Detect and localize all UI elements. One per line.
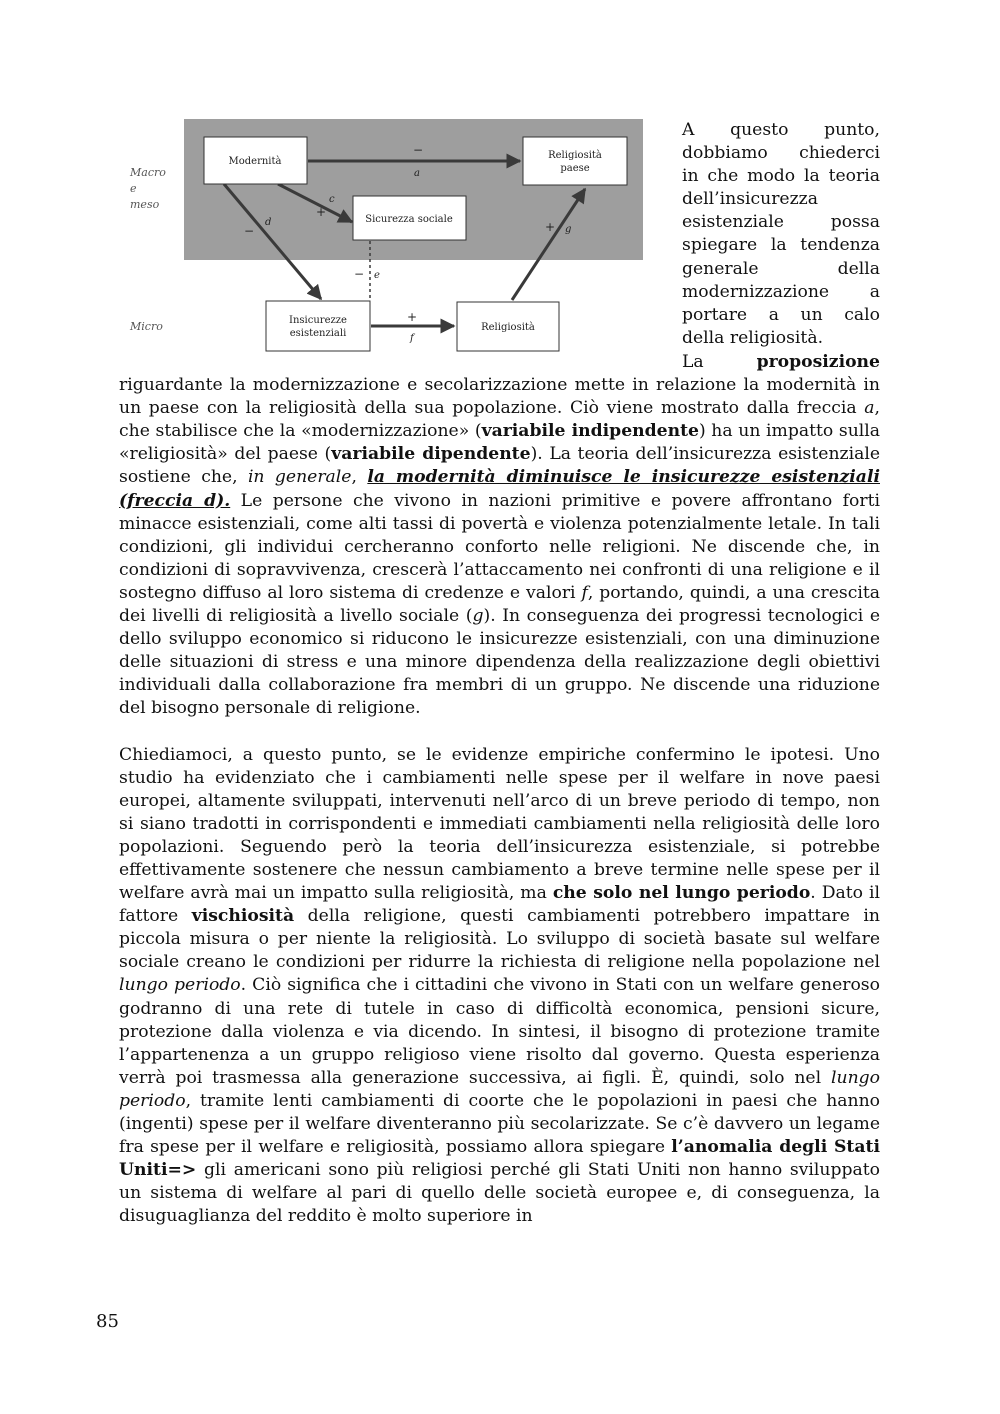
arrow-f-label: f: [410, 333, 414, 344]
box-insicurezze-line1: Insicurezze: [289, 315, 347, 326]
italic-f: f: [581, 582, 588, 603]
text-run: , che stabilisce che la «modernizzazione» (: [119, 398, 880, 442]
arrow-e-sign: −: [354, 267, 365, 281]
arrow-c-sign: +: [316, 205, 327, 219]
italic-lungo-periodo: lungo periodo: [119, 1067, 880, 1111]
italic-g: g: [472, 606, 484, 627]
bold-lungo-periodo: che solo nel lungo periodo: [552, 883, 811, 904]
body-text: [119, 352, 881, 1228]
text-run: Le persone che vivono in nazioni primitive e povere affrontano forti minacce esistenziali, come alti tassi di povertà e violenza potenzialmente letale. In tali condizioni, gli individui cercheranno conforto nelle religioni. Ne discende che, in condizioni di sopravvivenza, crescerà l’attaccamento nei confronti di una religione e il sostegno diffuso al loro sistema di credenze e valori: [119, 490, 880, 603]
arrow-d-label: d: [265, 217, 272, 228]
text-run: . Dato il fattore: [119, 883, 880, 927]
bold-vischiosita: vischiosità: [191, 906, 295, 927]
text-run: ). In conseguenza dei progressi tecnologici e dello sviluppo economico si riducono le insicurezze esistenziali, con una diminuzione delle situazioni di stress e una minore dipendenza della realizzazione degli obiettivi individuali dalla collaborazione fra membri di un gruppo. Ne discende una riduzione del bisogno personale di religione.: [119, 606, 881, 719]
side-line: dobbiamo chiederci: [682, 143, 880, 164]
level-e-label: e: [130, 182, 137, 195]
arrow-a-label: a: [414, 168, 420, 179]
bold-variabile-dipendente: variabile dipendente: [331, 444, 531, 465]
side-line: in che modo la teoria: [682, 166, 880, 187]
diagram-svg: [118, 116, 678, 362]
arrow-d-sign: −: [244, 224, 255, 238]
side-line: A questo punto,: [682, 120, 880, 140]
theory-diagram: [118, 116, 678, 362]
arrow-a-sign: −: [413, 143, 424, 157]
bold-anomalia-stati-uniti: l’anomalia degli Stati Uniti=>: [119, 1137, 880, 1181]
text-run: riguardante la modernizzazione e secolarizzazione mette in relazione la modernità in un paese con la religiosità della sua popolazione. Ciò viene mostrato dalla freccia: [119, 375, 880, 419]
box-religiosita-label: Religiosità: [481, 322, 535, 333]
arrow-g-label: g: [565, 224, 572, 235]
arrow-e-label: e: [374, 270, 380, 281]
side-line: portare a un calo: [682, 304, 880, 325]
level-macro-label: Macro: [130, 166, 166, 179]
text-run: Chiediamoci, a questo punto, se le evidenze empiriche confermino le ipotesi. Uno studio ha evidenziato che i cambiamenti nelle spese per il welfare in nove paesi europei, altamente sviluppati, intervenuti nell’arco di un breve periodo di tempo, non si siano tradotti in corrispondenti e immediati cambiamenti nella religiosità delle loro popolazioni. Seguendo però la teoria dell’insicurezza esistenziale, si potrebbe effettivamente sostenere che nessun cambiamento a breve termine nelle spese per il welfare avrà mai un impatto sulla religiosità, ma: [119, 744, 880, 904]
bold-proposizione: proposizione: [756, 352, 880, 372]
side-line: dell’insicurezza: [682, 189, 818, 210]
italic-a: a: [864, 398, 875, 419]
text-run: gli americani sono più religiosi perché gli Stati Uniti non hanno sviluppato un sistema di welfare al pari di quello delle società europee e, di conseguenza, la disuguaglianza del reddito è molto superiore in: [119, 1160, 880, 1227]
text-run: La: [682, 352, 757, 372]
underlined-key-claim: la modernità diminuisce le insicurezze esistenziali (freccia d).: [119, 467, 880, 511]
text-run: , tramite lenti cambiamenti di coorte che le popolazioni in paesi che hanno (ingenti) spese per il welfare diventeranno più secolarizzate. Se c’è davvero un legame fra spese per il welfare e religiosità, possiamo allora spiegare: [119, 1090, 880, 1158]
paragraph-proposizione: [119, 351, 880, 721]
page-number: 85: [96, 1311, 119, 1332]
paragraph-evidenze: [119, 744, 880, 1229]
arrow-f-sign: +: [407, 310, 418, 324]
arrow-g-sign: +: [545, 220, 556, 234]
text-run: . Ciò significa che i cittadini che vivono in Stati con un welfare generoso godranno di una rete di tutele in caso di difficoltà economica, pensioni sicure, protezione dalla violenza e via dicendo. In sintesi, il bisogno di protezione tramite l’appartenenza a un gruppo religioso viene risolto dal governo. Questa esperienza verrà poi trasmessa alla generazione successiva, ai figli. È, quindi, solo nel: [119, 975, 880, 1088]
box-insicurezze: [266, 301, 370, 351]
box-modernita-label: Modernità: [228, 156, 282, 167]
side-text: [682, 119, 880, 350]
side-line: modernizzazione a: [682, 281, 880, 302]
text-run: della religione, questi cambiamenti potrebbero impattare in piccola misura o per niente la religiosità. Lo sviluppo di società basate sul welfare sociale creano le condizioni per ridurre la richiesta di religione nella popolazione nel: [119, 906, 880, 973]
text-run: ). La teoria dell’insicurezza esistenziale sostiene che,: [119, 444, 880, 488]
text-run: ) ha un impatto sulla «religiosità» del paese (: [119, 421, 880, 465]
box-sicurezza-sociale-label: Sicurezza sociale: [365, 214, 453, 225]
italic-lungo-periodo: lungo periodo: [119, 975, 241, 996]
side-line: spiegare la tendenza: [682, 235, 880, 256]
side-line: generale della: [682, 258, 880, 279]
text-run: ,: [351, 467, 368, 488]
text-run: , portando, quindi, a una crescita dei livelli di religiosità a livello sociale (: [119, 582, 880, 627]
box-insicurezze-line2: esistenziali: [289, 328, 347, 339]
box-religiosita-paese: [523, 137, 627, 185]
level-micro-label: Micro: [130, 320, 163, 333]
level-meso-label: meso: [130, 198, 160, 211]
italic-in-generale: in generale: [247, 467, 352, 488]
side-line: della religiosità.: [682, 327, 824, 348]
bold-variabile-indipendente: variabile indipendente: [481, 421, 699, 442]
box-religiosita-paese-line1: Religiosità: [548, 150, 602, 161]
side-line: esistenziale possa: [682, 212, 880, 233]
arrow-c-label: c: [329, 194, 335, 205]
box-religiosita-paese-line2: paese: [560, 163, 590, 174]
